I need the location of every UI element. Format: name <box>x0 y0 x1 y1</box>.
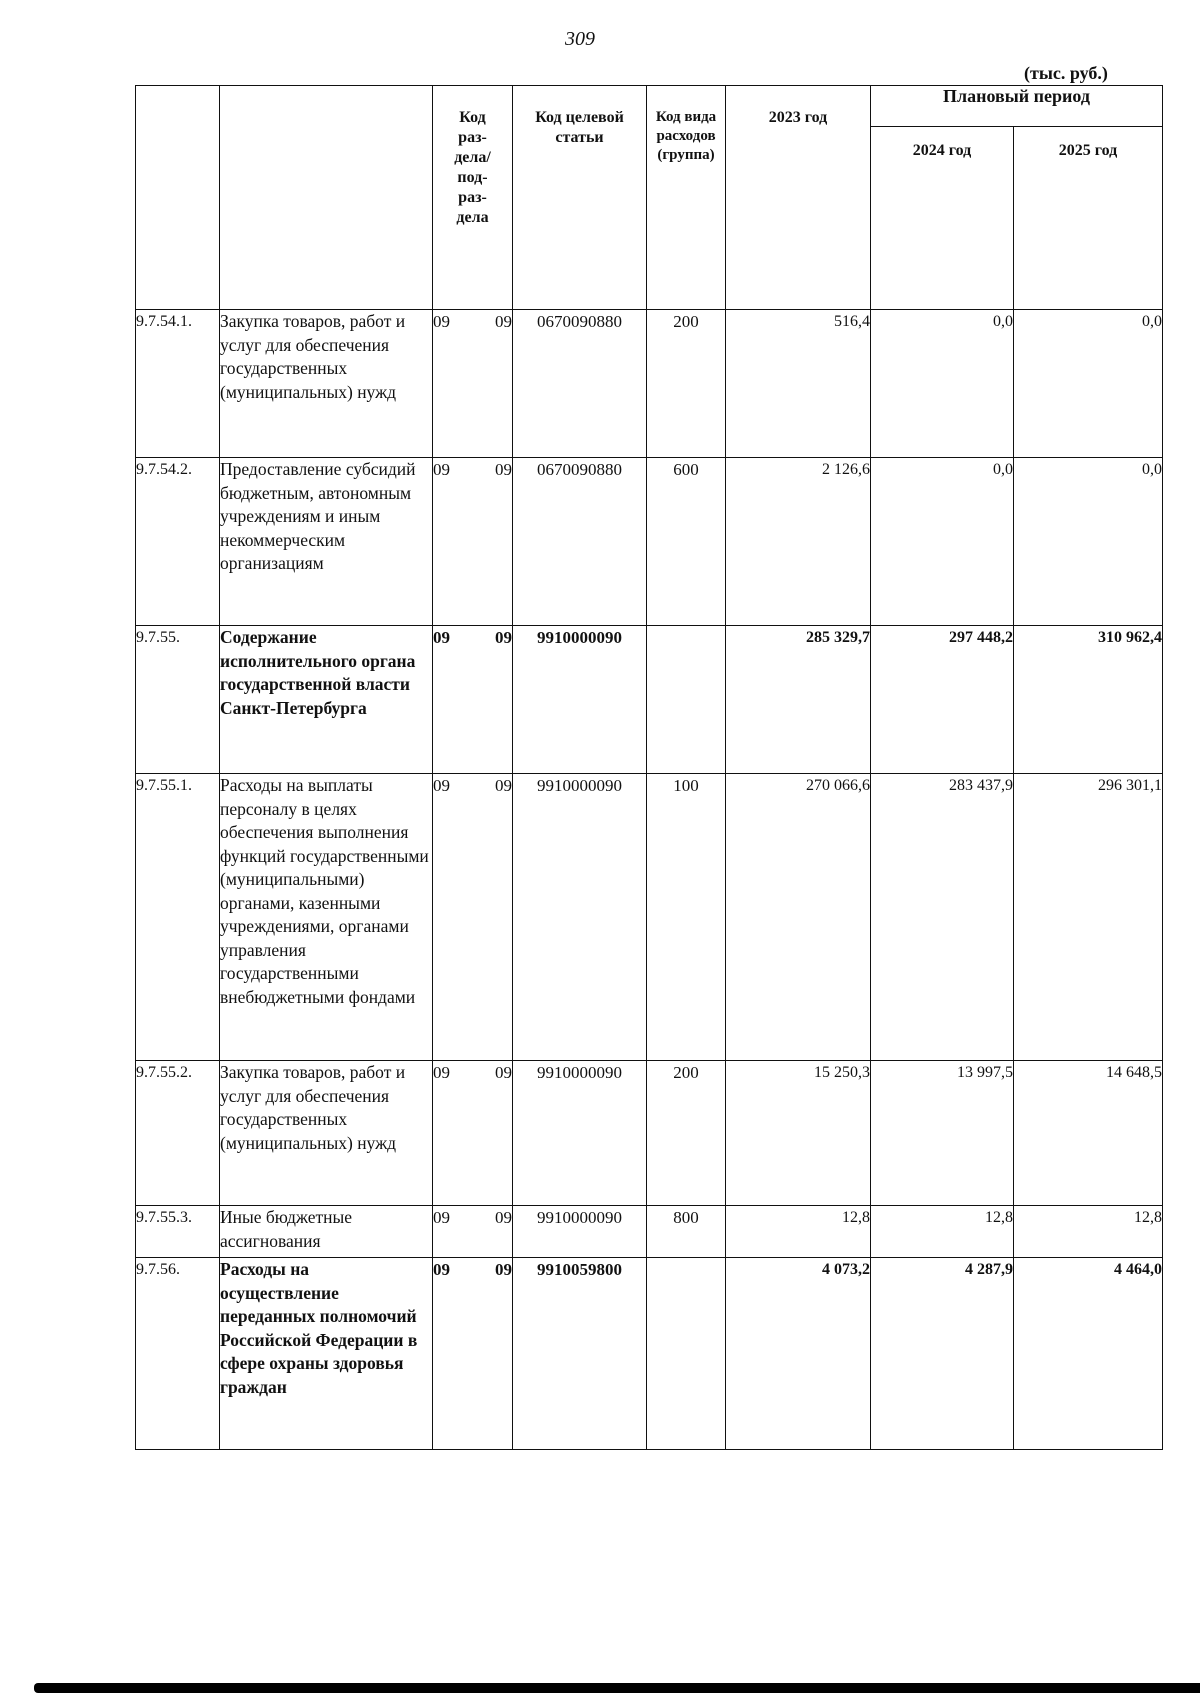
header-2024: 2024 год <box>871 127 1014 310</box>
row-section: 09 09 <box>433 1061 513 1206</box>
row-2025: 296 301,1 <box>1014 774 1163 1061</box>
row-2025: 0,0 <box>1014 458 1163 626</box>
row-2023: 15 250,3 <box>726 1061 871 1206</box>
row-number: 9.7.54.1. <box>136 310 220 458</box>
row-name: Закупка товаров, работ и услуг для обеспечения государственных (муниципальных) нужд <box>220 310 433 458</box>
row-name: Расходы на выплаты персоналу в целях обеспечения выполнения функций государственными (муниципальными) органами, казенными учреждениями, органами управления государственными внебюджетными фондами <box>220 774 433 1061</box>
row-2023: 285 329,7 <box>726 626 871 774</box>
row-section: 09 09 <box>433 1258 513 1450</box>
row-2025: 0,0 <box>1014 310 1163 458</box>
table-row <box>136 310 1163 458</box>
row-number: 9.7.54.2. <box>136 458 220 626</box>
header-name <box>220 86 433 310</box>
row-section: 09 09 <box>433 626 513 774</box>
header-number <box>136 86 220 310</box>
row-2024: 0,0 <box>871 310 1014 458</box>
row-2024: 0,0 <box>871 458 1014 626</box>
units-label: (тыс. руб.) <box>1024 63 1108 83</box>
row-target-code: 0670090880 <box>513 310 647 458</box>
row-number: 9.7.55.1. <box>136 774 220 1061</box>
header-planned-period: Плановый период <box>871 86 1163 127</box>
row-target-code: 9910000090 <box>513 1206 647 1258</box>
row-kvr <box>647 626 726 774</box>
row-target-code: 9910000090 <box>513 774 647 1061</box>
row-2024: 12,8 <box>871 1206 1014 1258</box>
row-2024: 283 437,9 <box>871 774 1014 1061</box>
row-section: 09 09 <box>433 310 513 458</box>
row-2024: 13 997,5 <box>871 1061 1014 1206</box>
row-2024: 4 287,9 <box>871 1258 1014 1450</box>
row-name: Содержание исполнительного органа государственной власти Санкт-Петербурга <box>220 626 433 774</box>
header-kvr: Код вида расходов (группа) <box>647 86 726 310</box>
row-2025: 310 962,4 <box>1014 626 1163 774</box>
budget-table <box>135 85 1163 1450</box>
row-2023: 12,8 <box>726 1206 871 1258</box>
scan-edge-bar <box>34 1683 1200 1693</box>
header-target: Код целевой статьи <box>513 86 647 310</box>
row-number: 9.7.55. <box>136 626 220 774</box>
row-section: 09 09 <box>433 774 513 1061</box>
row-section: 09 09 <box>433 1206 513 1258</box>
row-number: 9.7.55.3. <box>136 1206 220 1258</box>
row-target-code: 9910059800 <box>513 1258 647 1450</box>
row-kvr: 600 <box>647 458 726 626</box>
row-name: Расходы на осуществление переданных полномочий Российской Федерации в сфере охраны здоровья граждан <box>220 1258 433 1450</box>
row-kvr: 200 <box>647 1061 726 1206</box>
row-kvr: 200 <box>647 310 726 458</box>
row-2023: 516,4 <box>726 310 871 458</box>
header-section: Код раз-дела/ под-раз-дела <box>433 86 513 310</box>
table-row <box>136 774 1163 1061</box>
page-number: 309 <box>565 28 595 50</box>
row-2023: 4 073,2 <box>726 1258 871 1450</box>
row-number: 9.7.56. <box>136 1258 220 1450</box>
table-row <box>136 1258 1163 1450</box>
row-section: 09 09 <box>433 458 513 626</box>
row-kvr <box>647 1258 726 1450</box>
header-row-top <box>136 86 1163 127</box>
table-row <box>136 1061 1163 1206</box>
table-row <box>136 458 1163 626</box>
header-2023: 2023 год <box>726 86 871 310</box>
row-2025: 14 648,5 <box>1014 1061 1163 1206</box>
header-2025: 2025 год <box>1014 127 1163 310</box>
row-2025: 12,8 <box>1014 1206 1163 1258</box>
row-target-code: 9910000090 <box>513 1061 647 1206</box>
table-row <box>136 626 1163 774</box>
row-2023: 270 066,6 <box>726 774 871 1061</box>
row-name: Иные бюджетные ассигнования <box>220 1206 433 1258</box>
table-row <box>136 1206 1163 1258</box>
row-name: Закупка товаров, работ и услуг для обеспечения государственных (муниципальных) нужд <box>220 1061 433 1206</box>
row-name: Предоставление субсидий бюджетным, автономным учреждениям и иным некоммерческим организациям <box>220 458 433 626</box>
row-2023: 2 126,6 <box>726 458 871 626</box>
row-number: 9.7.55.2. <box>136 1061 220 1206</box>
row-2025: 4 464,0 <box>1014 1258 1163 1450</box>
row-kvr: 100 <box>647 774 726 1061</box>
row-target-code: 0670090880 <box>513 458 647 626</box>
row-2024: 297 448,2 <box>871 626 1014 774</box>
row-kvr: 800 <box>647 1206 726 1258</box>
row-target-code: 9910000090 <box>513 626 647 774</box>
